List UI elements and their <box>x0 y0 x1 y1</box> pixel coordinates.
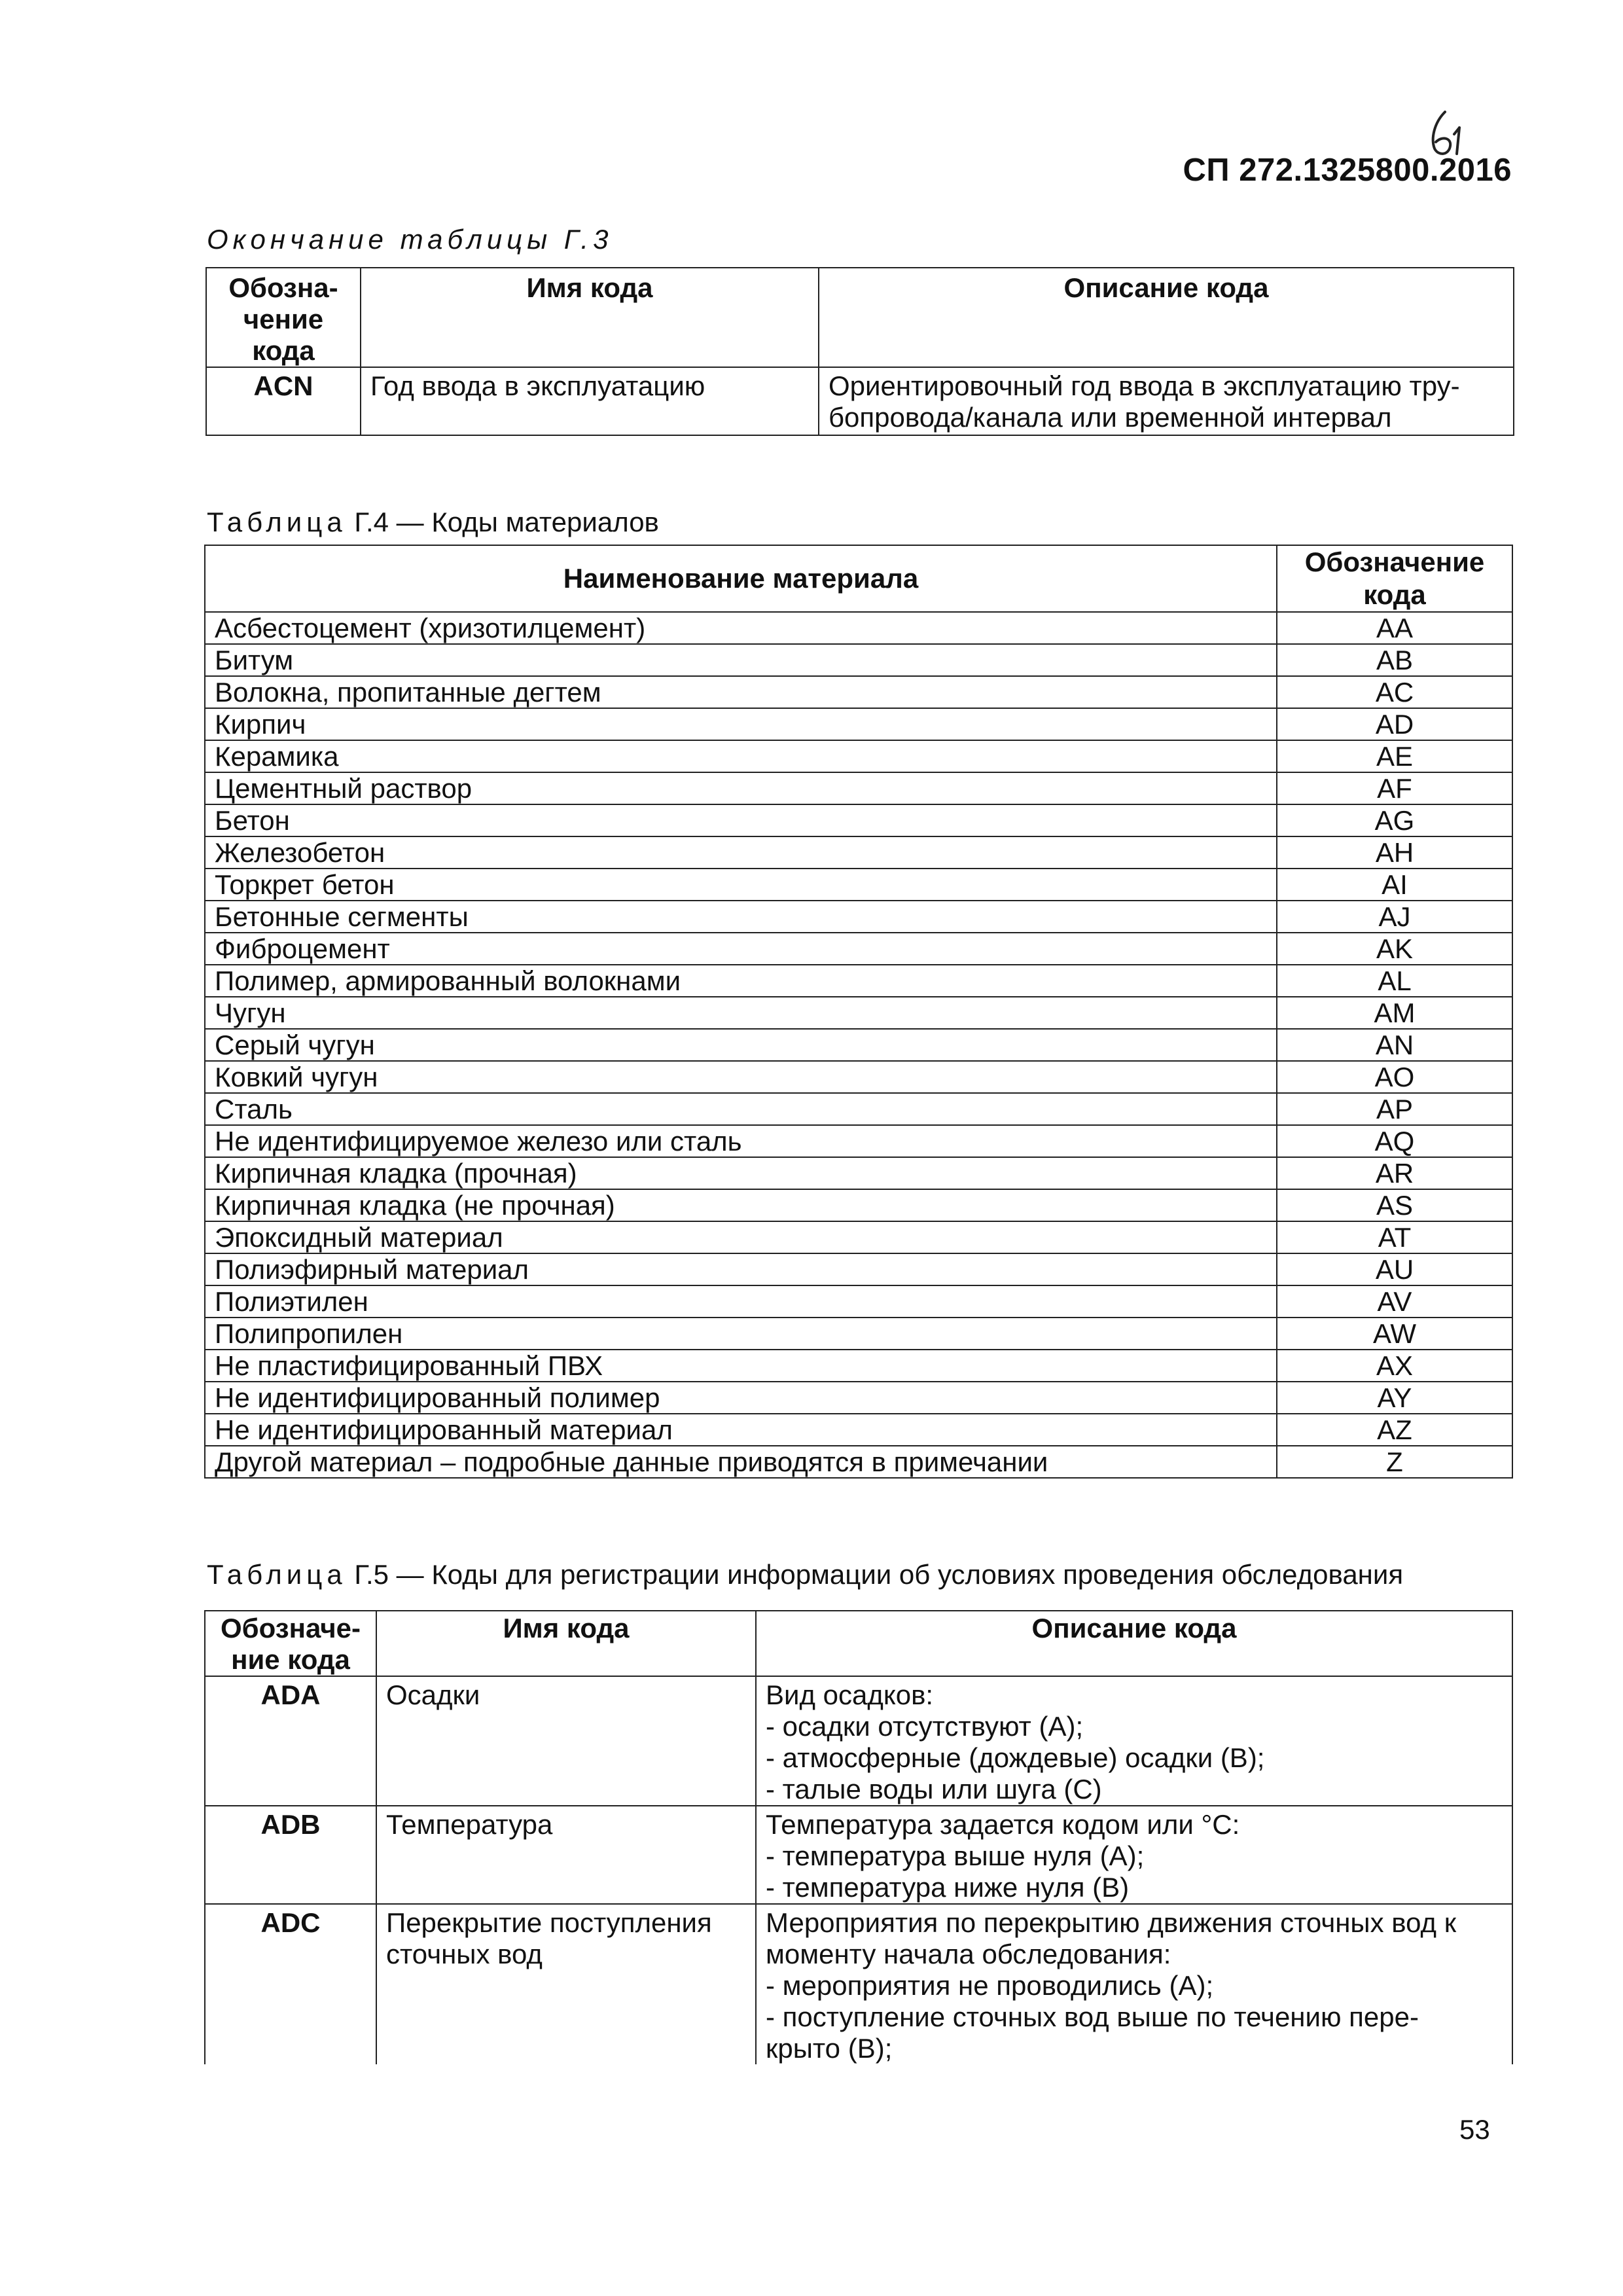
material-code-cell: AW <box>1277 1318 1512 1350</box>
material-cell: Не идентифицированный материал <box>205 1414 1277 1446</box>
material-cell: Цементный раствор <box>205 772 1277 804</box>
material-code-cell: AV <box>1277 1285 1512 1318</box>
material-code-cell: AP <box>1277 1093 1512 1125</box>
material-cell: Бетонные сегменты <box>205 901 1277 933</box>
table-row <box>205 1382 1512 1414</box>
material-cell: Торкрет бетон <box>205 869 1277 901</box>
table-row <box>206 367 1514 435</box>
name-cell: Перекрытие поступления сточных вод <box>376 1904 756 2064</box>
name-cell: Температура <box>376 1806 756 1904</box>
description-line: - мероприятия не проводились (A); <box>766 1970 1214 2001</box>
material-cell: Серый чугун <box>205 1029 1277 1061</box>
code-cell: ADB <box>205 1806 376 1904</box>
column-header-code: Обозначение кода <box>1277 545 1512 612</box>
table-row <box>205 1414 1512 1446</box>
material-code-cell: Z <box>1277 1446 1512 1478</box>
material-cell: Чугун <box>205 997 1277 1029</box>
material-cell: Полиэтилен <box>205 1285 1277 1318</box>
table-g5-caption: Таблица Г.5 — Коды для регистрации информации об условиях проведения обследования <box>207 1559 1404 1590</box>
material-cell: Волокна, пропитанные дегтем <box>205 676 1277 708</box>
description-line: моменту начала обследования: <box>766 1939 1171 1969</box>
code-cell: ACN <box>206 367 361 435</box>
table-row <box>205 1350 1512 1382</box>
material-cell: Полиэфирный материал <box>205 1253 1277 1285</box>
table-row <box>205 997 1512 1029</box>
material-cell: Полипропилен <box>205 1318 1277 1350</box>
table-row <box>205 1285 1512 1318</box>
material-cell: Фиброцемент <box>205 933 1277 965</box>
description-line: - атмосферные (дождевые) осадки (B); <box>766 1742 1265 1773</box>
column-header-description: Описание кода <box>819 268 1514 367</box>
material-cell: Полимер, армированный волокнами <box>205 965 1277 997</box>
description-line: - осадки отсутствуют (A); <box>766 1711 1084 1742</box>
table-row <box>205 1253 1512 1285</box>
column-header-description: Описание кода <box>756 1611 1512 1676</box>
material-code-cell: AK <box>1277 933 1512 965</box>
name-cell: Осадки <box>376 1676 756 1806</box>
table-row <box>205 1125 1512 1157</box>
code-cell: ADC <box>205 1904 376 2064</box>
material-cell: Асбестоцемент (хризотилцемент) <box>205 612 1277 644</box>
table-row <box>205 1189 1512 1221</box>
table-row <box>205 933 1512 965</box>
description-line: Мероприятия по перекрытию движения сточных вод к <box>766 1907 1457 1938</box>
description-line: Температура задается кодом или °C: <box>766 1809 1240 1840</box>
description-line: крыто (B); <box>766 2033 893 2064</box>
description-line: - талые воды или шуга (C) <box>766 1774 1102 1804</box>
table-header-row <box>205 1611 1512 1676</box>
table-row <box>205 644 1512 676</box>
material-code-cell: AS <box>1277 1189 1512 1221</box>
material-cell: Ковкий чугун <box>205 1061 1277 1093</box>
material-code-cell: AD <box>1277 708 1512 740</box>
column-header-code: Обозна- чение кода <box>206 268 361 367</box>
material-code-cell: AQ <box>1277 1125 1512 1157</box>
material-cell: Кирпичная кладка (прочная) <box>205 1157 1277 1189</box>
table-g5 <box>204 1610 1513 2064</box>
material-cell: Бетон <box>205 804 1277 836</box>
material-code-cell: AT <box>1277 1221 1512 1253</box>
document-code: СП 272.1325800.2016 <box>1183 152 1512 188</box>
table-header-row <box>206 268 1514 367</box>
table-row <box>205 1157 1512 1189</box>
column-header-name: Имя кода <box>361 268 819 367</box>
material-code-cell: AN <box>1277 1029 1512 1061</box>
code-cell: ADA <box>205 1676 376 1806</box>
material-cell: Кирпич <box>205 708 1277 740</box>
material-code-cell: AX <box>1277 1350 1512 1382</box>
material-cell: Сталь <box>205 1093 1277 1125</box>
material-code-cell: AU <box>1277 1253 1512 1285</box>
table-row <box>205 1446 1512 1478</box>
table-row <box>205 1676 1512 1806</box>
table-row <box>205 869 1512 901</box>
material-code-cell: AO <box>1277 1061 1512 1093</box>
table-g3-caption: Окончание таблицы Г.3 <box>207 224 613 255</box>
material-code-cell: AB <box>1277 644 1512 676</box>
table-row <box>205 901 1512 933</box>
table-g4 <box>204 545 1513 1479</box>
table-header-row <box>205 545 1512 612</box>
table-row <box>205 708 1512 740</box>
table-row <box>205 1318 1512 1350</box>
material-cell: Керамика <box>205 740 1277 772</box>
material-cell: Другой материал – подробные данные приводятся в примечании <box>205 1446 1277 1478</box>
name-cell: Год ввода в эксплуатацию <box>361 367 819 435</box>
material-code-cell: AE <box>1277 740 1512 772</box>
table-row <box>205 1029 1512 1061</box>
column-header-material: Наименование материала <box>205 545 1277 612</box>
material-code-cell: AI <box>1277 869 1512 901</box>
material-cell: Эпоксидный материал <box>205 1221 1277 1253</box>
table-row <box>205 965 1512 997</box>
page-number: 53 <box>1459 2114 1490 2145</box>
table-row <box>205 772 1512 804</box>
table-row <box>205 1904 1512 2064</box>
material-code-cell: AR <box>1277 1157 1512 1189</box>
description-line: - поступление сточных вод выше по течению пере- <box>766 2001 1419 2032</box>
table-row <box>205 612 1512 644</box>
material-cell: Не идентифицируемое железо или сталь <box>205 1125 1277 1157</box>
material-code-cell: AM <box>1277 997 1512 1029</box>
column-header-code: Обозначе- ние кода <box>205 1611 376 1676</box>
table-g3 <box>205 267 1514 436</box>
description-line: - температура ниже нуля (B) <box>766 1872 1130 1903</box>
material-code-cell: AZ <box>1277 1414 1512 1446</box>
material-code-cell: AA <box>1277 612 1512 644</box>
table-row <box>205 1093 1512 1125</box>
material-code-cell: AG <box>1277 804 1512 836</box>
table-row <box>205 1806 1512 1904</box>
description-line: Вид осадков: <box>766 1679 934 1710</box>
description-cell <box>756 1676 1512 1806</box>
material-code-cell: AL <box>1277 965 1512 997</box>
material-code-cell: AJ <box>1277 901 1512 933</box>
material-cell: Не идентифицированный полимер <box>205 1382 1277 1414</box>
material-code-cell: AH <box>1277 836 1512 869</box>
material-code-cell: AC <box>1277 676 1512 708</box>
table-g4-caption: Таблица Г.4 — Коды материалов <box>207 507 659 537</box>
material-code-cell: AF <box>1277 772 1512 804</box>
table-row <box>205 740 1512 772</box>
table-row <box>205 676 1512 708</box>
description-line: - температура выше нуля (A); <box>766 1840 1145 1871</box>
material-code-cell: AY <box>1277 1382 1512 1414</box>
table-row <box>205 1061 1512 1093</box>
description-cell: Ориентировочный год ввода в эксплуатацию тру- бопровода/канала или временной интервал <box>819 367 1514 435</box>
table-row <box>205 836 1512 869</box>
material-cell: Железобетон <box>205 836 1277 869</box>
description-cell <box>756 1806 1512 1904</box>
table-row <box>205 1221 1512 1253</box>
column-header-name: Имя кода <box>376 1611 756 1676</box>
material-cell: Битум <box>205 644 1277 676</box>
material-cell: Кирпичная кладка (не прочная) <box>205 1189 1277 1221</box>
table-row <box>205 804 1512 836</box>
description-cell <box>756 1904 1512 2064</box>
material-cell: Не пластифицированный ПВХ <box>205 1350 1277 1382</box>
